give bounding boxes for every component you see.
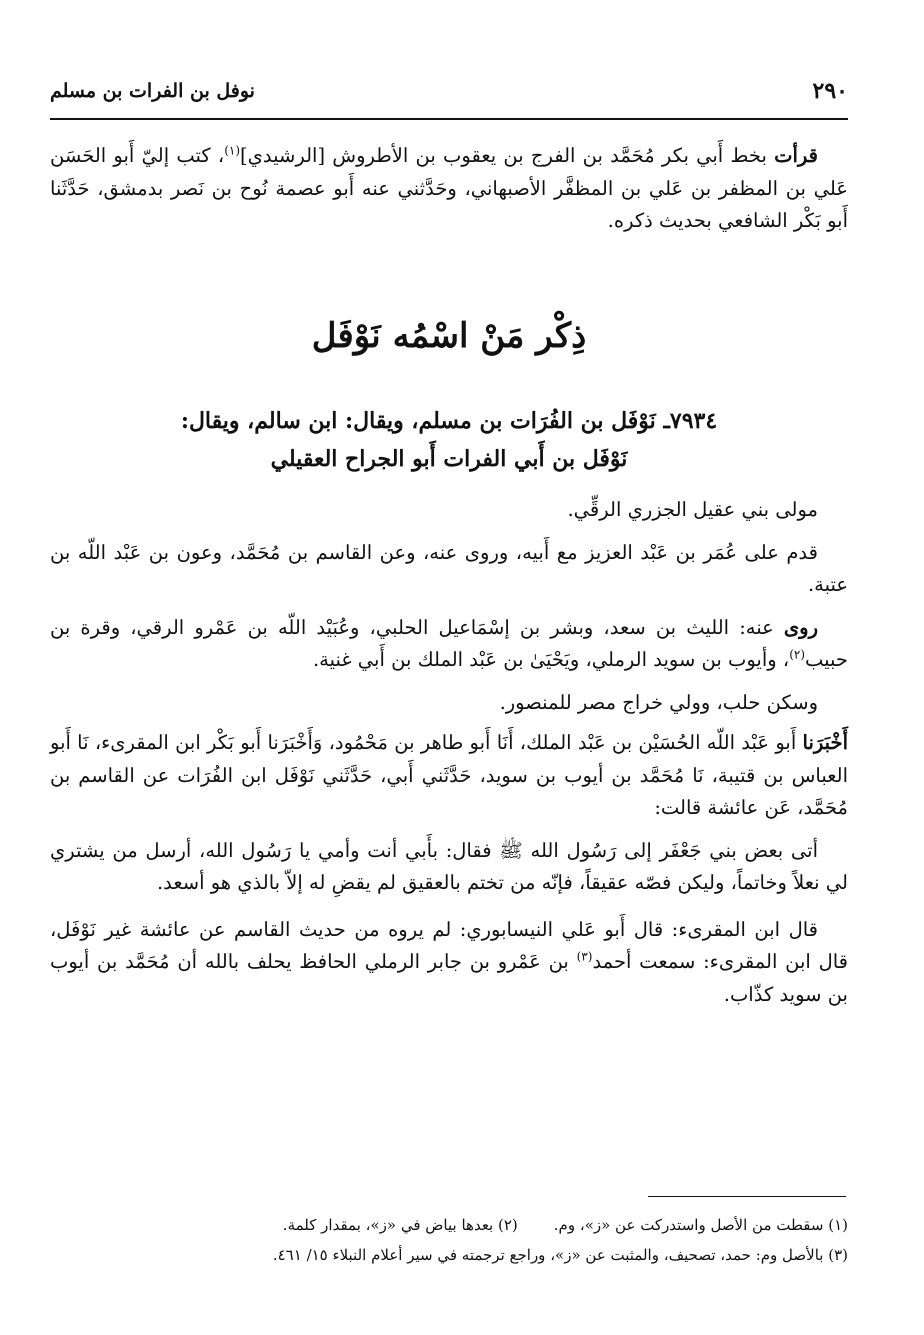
running-title: نوفل بن الفرات بن مسلم	[50, 80, 255, 102]
footnote-divider	[648, 1196, 846, 1197]
entry-paragraph-5-text: أَبو عَبْد اللّه الحُسَيْن بن عَبْد الملك، أَنَا أَبو طاهر بن مَحْمُود، وَأَخْبَرَنا أَبو بَكْر ابن المقرىء، نَا أَبو العباس بن قتيبة، نَا مُحَمَّد بن أيوب بن سويد، حَدَّثَني أَبي، حَدَّثَني نَوْفَل ابن الفُرَات عن القاسم بن مُحَمَّد، عَن عائشة قالت:	[50, 731, 848, 819]
page-number: ٢٩٠	[812, 78, 848, 104]
entry-paragraph-7	[50, 914, 848, 1012]
entry-paragraph-4: وسكن حلب، وولي خراج مصر للمنصور.	[499, 690, 818, 714]
footnote-mark-1: (١)	[224, 143, 241, 158]
entry-paragraph-3-text-1: عنه: الليث بن سعد، وبشر بن إسْمَاعيل الحلبي، وعُبَيْد اللّه بن عَمْرو الرقي، وقرة بن حبيب	[50, 615, 848, 671]
intro-lead-word: قرأت	[774, 144, 818, 167]
entry-paragraph-3	[50, 612, 848, 677]
entry-paragraph-7-text-2: بن عَمْرو بن جابر الرملي الحافظ يحلف بالله أن مُحَمَّد بن أيوب بن سويد كذّاب.	[50, 950, 848, 1006]
footnote-2: (٢) بعدها بياض في «ز»، بمقدار كلمة.	[282, 1216, 518, 1234]
intro-text-1: بخط أَبي بكر مُحَمَّد بن الفرج بن يعقوب بن الأطروش [الرشيدي]	[240, 144, 775, 167]
intro-paragraph	[50, 140, 848, 238]
section-title: ذِكْر مَنْ اسْمُه نَوْفَل	[311, 316, 587, 356]
footnote-mark-2: (٢)	[789, 647, 806, 662]
entry-heading	[50, 402, 848, 478]
entry-paragraph-7-text-1: قال ابن المقرىء: قال أَبو عَلي النيسابوري: لم يروه من حديث القاسم عن عائشة غير نَوْفَل، قال ابن المقرىء: سمعت أحمد	[50, 917, 848, 973]
hadith-text: أتى بعض بني جَعْفَر إلى رَسُول الله ﷺ فقال: بأَبي أنت وأمي يا رَسُول الله، أرسل من يشتري لي نعلاً وخاتماً، وليكن فصّه عقيقاً، فإنّه من تختم بالعقيق لم يقضِ له إلاّ بالذي هو أسعد.	[50, 838, 848, 894]
footnote-1: (١) سقطت من الأصل واستدركت عن «ز»، وم.	[553, 1216, 848, 1234]
footnote-mark-3: (٣)	[576, 949, 593, 964]
akhbarana-lead-word: أَخْبَرَنا	[802, 731, 848, 754]
entry-paragraph-5	[50, 727, 848, 825]
entry-heading-line-2: نَوْفَل بن أَبي الفرات أَبو الجراح العقيلي	[270, 446, 628, 472]
intro-text-2: ، كتب إليّ أَبو الحَسَن عَلي بن المظفر بن عَلي بن المظفَّر الأصبهاني، وحَدَّثني عنه أَبو عصمة نُوح بن نَصر بدمشق، حَدَّثَنا أَبو بَكْر الشافعي بحديث ذكره.	[50, 144, 848, 232]
footnote-row-1	[50, 1210, 848, 1240]
entry-paragraph-1: مولى بني عقيل الجزري الرقِّي.	[567, 498, 818, 521]
entry-paragraph-2: قدم على عُمَر بن عَبْد العزيز مع أَبيه، وروى عنه، وعن القاسم بن مُحَمَّد، وعون بن عَبْد اللّه بن عتبة.	[50, 540, 848, 596]
entry-heading-line-1: ٧٩٣٤ـ نَوْفَل بن الفُرَات بن مسلم، ويقال: ابن سالم، ويقال:	[180, 408, 718, 434]
entry-paragraph-3-text-2: ، وأيوب بن سويد الرملي، ويَحْيَىٰ بن عَبْد الملك بن أَبي غنية.	[312, 648, 790, 671]
footnotes	[50, 1210, 848, 1270]
page-header	[50, 72, 848, 120]
rawa-lead-word: روى	[783, 615, 818, 639]
entry-body	[50, 494, 848, 1011]
footnote-3: (٣) بالأصل وم: حمد، تصحيف، والمثبت عن «ز»، وراجع ترجمته في سير أعلام النبلاء ١٥/ ٤٦١.	[272, 1246, 848, 1264]
